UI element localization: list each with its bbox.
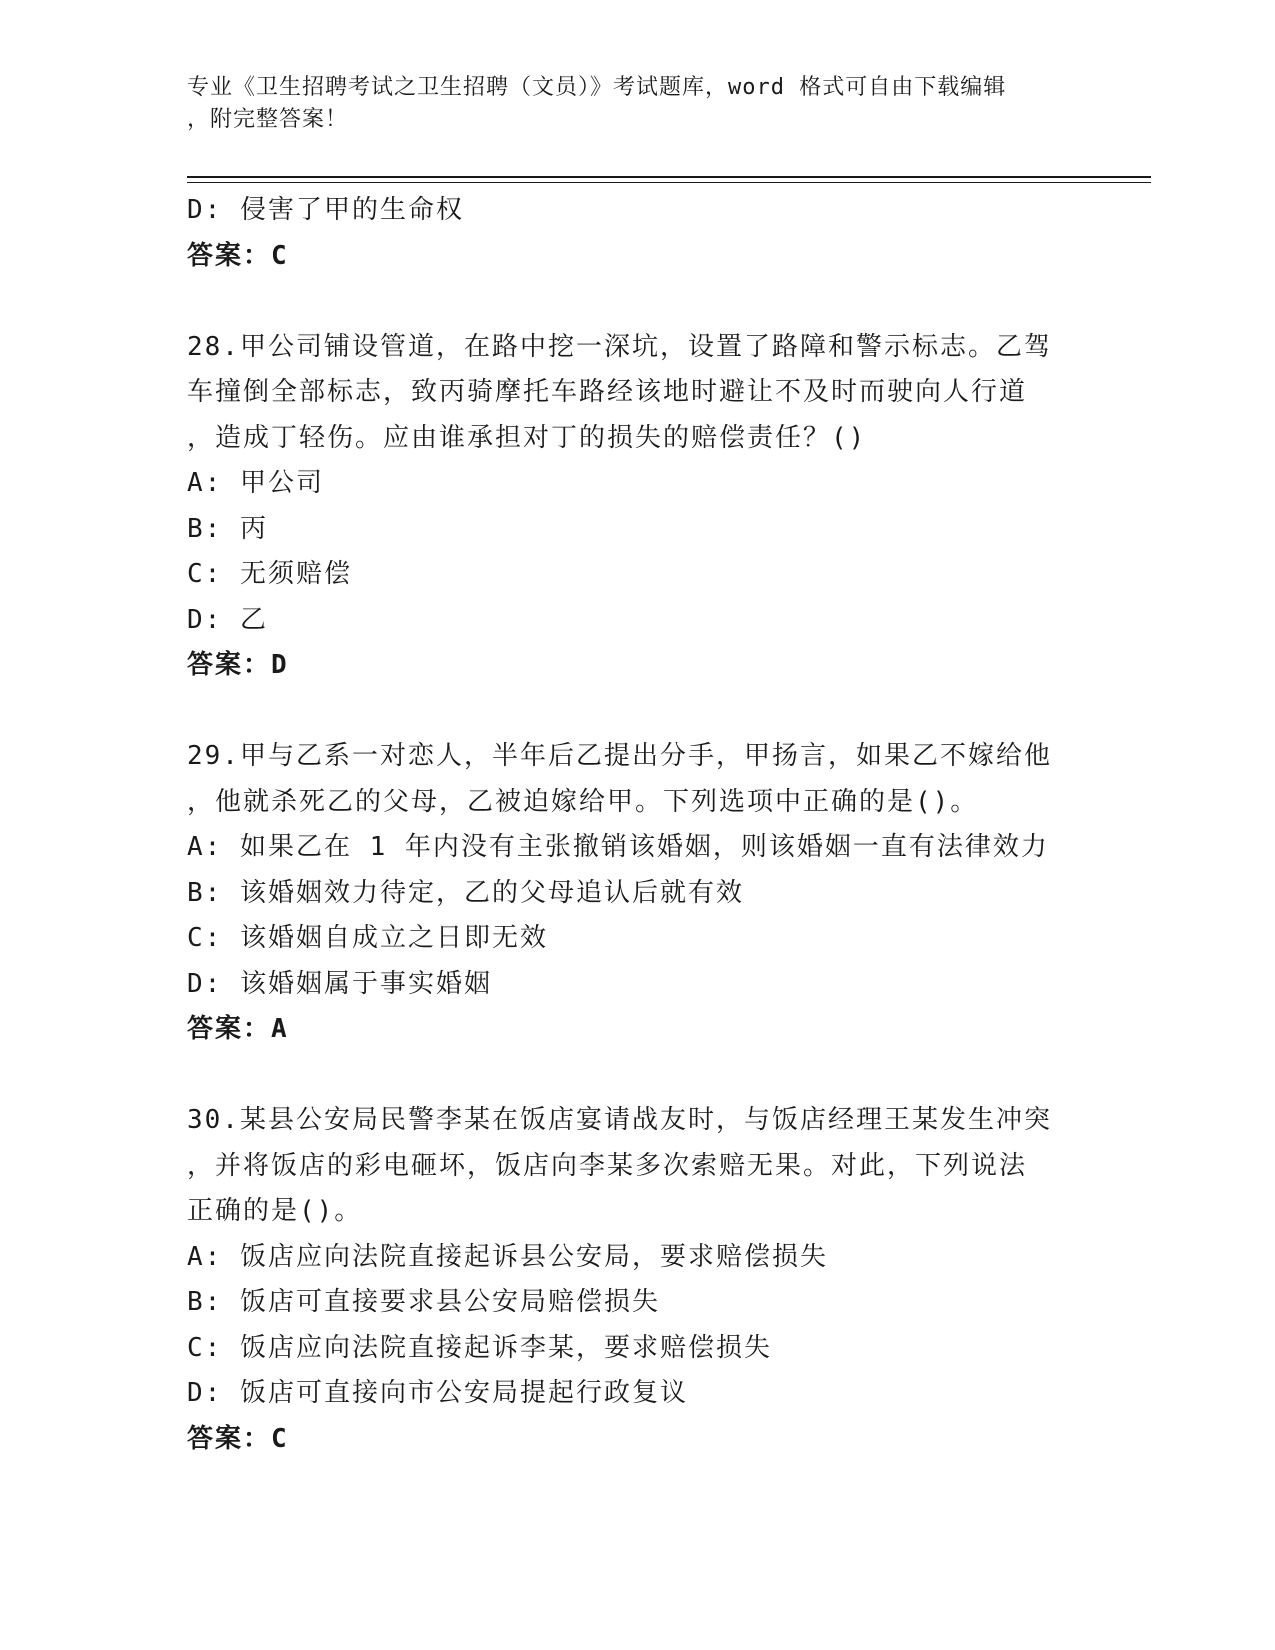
question-29 [187,734,1087,1053]
option-d: D: 侵害了甲的生命权 [187,195,464,225]
previous-question-tail [187,188,1087,279]
question-stem-line: ，造成丁轻伤。应由谁承担对丁的损失的赔偿责任？() [187,422,867,453]
question-stem-line: 30.某县公安局民警李某在饭店宴请战友时，与饭店经理王某发生冲突 [187,1105,1052,1135]
question-list [187,188,1087,1462]
answer-line: 答案：D [187,650,289,680]
question-stem-line: 车撞倒全部标志，致丙骑摩托车路经该地时避让不及时而驶向人行道 [187,377,1028,407]
header-divider-thick [187,176,1151,178]
option-b: B: 该婚姻效力待定，乙的父母追认后就有效 [187,877,744,908]
page-header [187,72,1067,136]
spacer [187,1053,1087,1099]
option-c: C: 无须赔偿 [187,559,352,589]
option-b: B: 饭店可直接要求县公安局赔偿损失 [187,1287,660,1317]
option-a: A: 如果乙在 1 年内没有主张撤销该婚姻，则该婚姻一直有法律效力 [187,832,1049,862]
question-28 [187,325,1087,689]
option-d: D: 乙 [187,604,268,635]
answer-line: 答案：C [187,240,289,271]
question-stem-line: 28.甲公司铺设管道，在路中挖一深坑，设置了路障和警示标志。乙驾 [187,331,1052,362]
option-d: D: 饭店可直接向市公安局提起行政复议 [187,1378,688,1408]
header-line: ，附完整答案！ [187,107,349,132]
option-c: C: 饭店应向法院直接起诉李某，要求赔偿损失 [187,1332,772,1363]
header-line: 专业《卫生招聘考试之卫生招聘（文员）》考试题库，word 格式可自由下载编辑 [187,75,1007,100]
spacer [187,279,1087,325]
spacer [187,689,1087,735]
header-divider-thin [187,182,1151,183]
option-b: B: 丙 [187,513,268,544]
question-stem-line: 29.甲与乙系一对恋人，半年后乙提出分手，甲扬言，如果乙不嫁给他 [187,741,1052,771]
option-c: C: 该婚姻自成立之日即无效 [187,923,548,953]
option-a: A: 饭店应向法院直接起诉县公安局，要求赔偿损失 [187,1241,828,1272]
question-30 [187,1098,1087,1462]
answer-line: 答案：A [187,1014,289,1044]
option-a: A: 甲公司 [187,468,324,498]
question-stem-line: ，他就杀死乙的父母，乙被迫嫁给甲。下列选项中正确的是()。 [187,786,979,817]
question-stem-line: 正确的是()。 [187,1196,363,1226]
option-d: D: 该婚姻属于事实婚姻 [187,968,492,999]
answer-line: 答案：C [187,1423,289,1454]
question-stem-line: ，并将饭店的彩电砸坏，饭店向李某多次索赔无果。对此，下列说法 [187,1150,1028,1181]
